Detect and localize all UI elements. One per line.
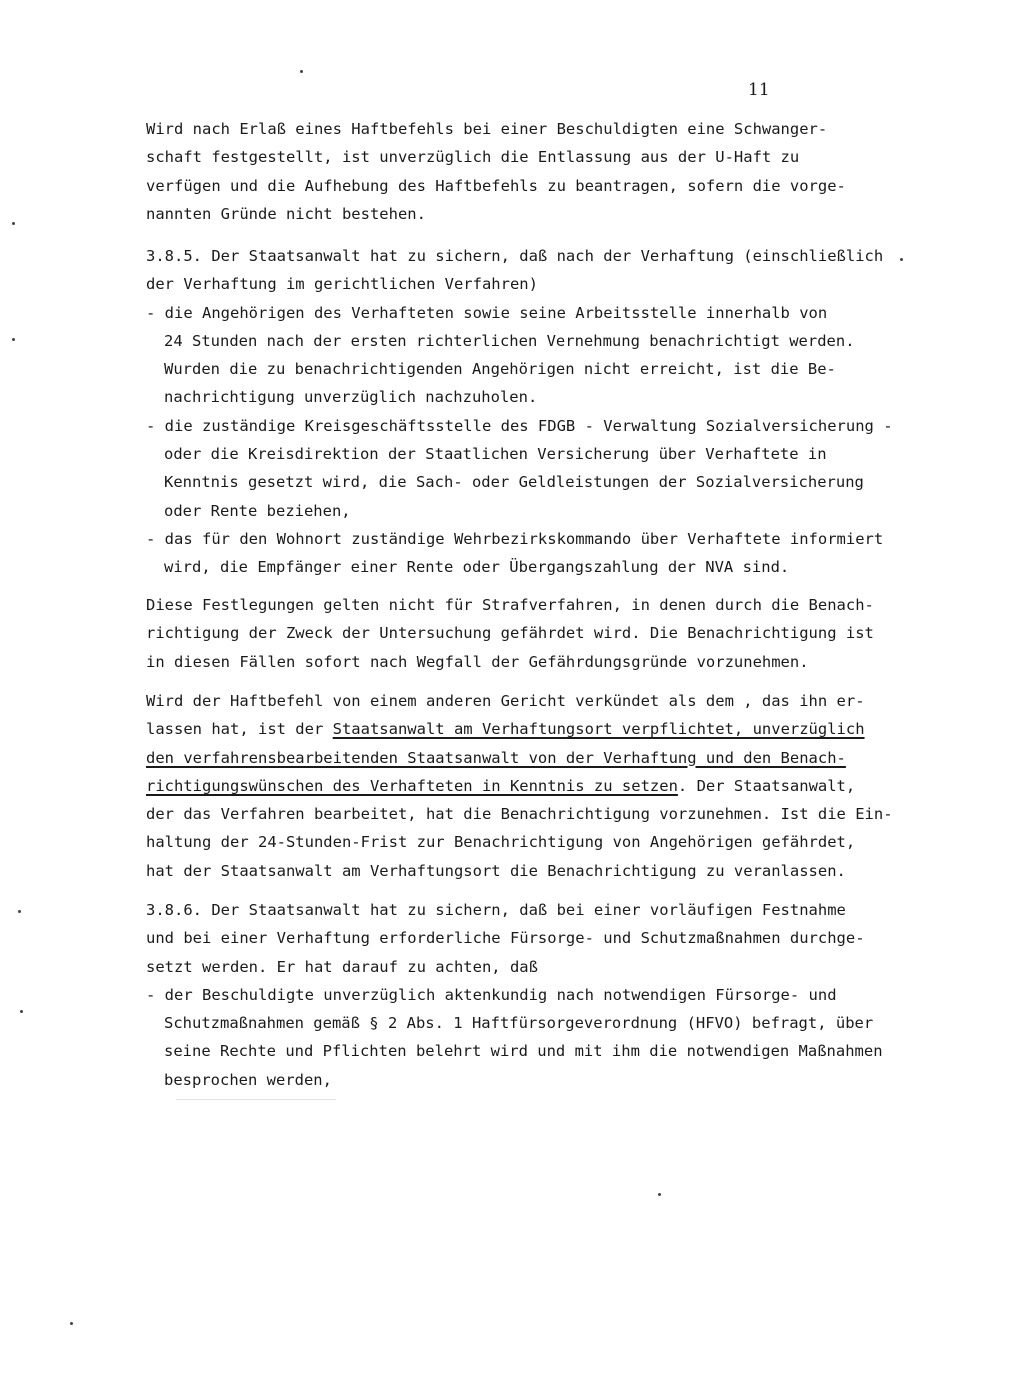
- bullet-continuation: nachrichtigung unverzüglich nachzuholen.: [164, 388, 538, 407]
- text-line: nannten Gründe nicht bestehen.: [146, 204, 426, 223]
- text-line: der Verhaftung im gerichtlichen Verfahren): [146, 275, 538, 294]
- text-line: Diese Festlegungen gelten nicht für Strafverfahren, in denen durch die Benach-: [146, 596, 874, 614]
- text-line: [146, 715, 916, 743]
- section-3-8-5: [146, 242, 916, 582]
- bullet-continuation: Schutzmaßnahmen gemäß § 2 Abs. 1 Haftfürsorgeverordnung (HFVO) befragt, über: [164, 1014, 874, 1033]
- text-line: Wird nach Erlaß eines Haftbefehls bei einer Beschuldigten eine Schwanger-: [146, 120, 828, 138]
- text-line: hat der Staatsanwalt am Verhaftungsort die Benachrichtigung zu veranlassen.: [146, 861, 846, 880]
- bullet-continuation: Kenntnis gesetzt wird, die Sach- oder Geldleistungen der Sozialversicherung: [164, 473, 864, 492]
- bullet-line: - die Angehörigen des Verhafteten sowie seine Arbeitsstelle innerhalb von: [146, 303, 828, 322]
- bullet-continuation: besprochen werden,: [164, 1070, 332, 1089]
- text-line: richtigung der Zweck der Untersuchung gefährdet wird. Die Benachrichtigung ist: [146, 624, 874, 643]
- bullet-line: - der Beschuldigte unverzüglich aktenkundig nach notwendigen Fürsorge- und: [146, 985, 837, 1004]
- text-line: setzt werden. Er hat darauf zu achten, daß: [146, 957, 538, 976]
- scan-speck: [900, 258, 903, 261]
- text-line: verfügen und die Aufhebung des Haftbefehls zu beantragen, sofern die vorge-: [146, 176, 846, 195]
- text-line: und bei einer Verhaftung erforderliche Fürsorge- und Schutzmaßnahmen durchge-: [146, 929, 865, 948]
- text-line: schaft festgestellt, ist unverzüglich die Entlassung aus der U-Haft zu: [146, 148, 800, 167]
- text-segment: . Der Staatsanwalt,: [677, 776, 856, 795]
- text-line: in diesen Fällen sofort nach Wegfall der Gefährdungsgründe vorzunehmen.: [146, 652, 809, 671]
- paragraph-exceptions: [146, 591, 916, 676]
- scan-speck: [20, 1010, 23, 1013]
- section-3-8-6: [146, 896, 916, 1094]
- paragraph-pregnancy: [146, 115, 916, 228]
- bullet-line: - die zuständige Kreisgeschäftsstelle des FDGB - Verwaltung Sozialversicherung -: [146, 416, 893, 435]
- bullet-continuation: 24 Stunden nach der ersten richterlichen Vernehmung benachrichtigt werden.: [164, 331, 855, 350]
- underlined-text: Staatsanwalt am Verhaftungsort verpflichtet, unverzüglich: [332, 720, 865, 739]
- scan-speck: [12, 222, 15, 225]
- text-line: Wird der Haftbefehl von einem anderen Gericht verkündet als dem , das ihn er-: [146, 692, 865, 710]
- scan-speck: [658, 1193, 661, 1196]
- bullet-continuation: oder Rente beziehen,: [164, 501, 351, 520]
- scan-speck: [300, 70, 303, 73]
- section-heading-line: 3.8.6. Der Staatsanwalt hat zu sichern, daß bei einer vorläufigen Festnahme: [146, 901, 846, 919]
- underlined-text: den verfahrensbearbeitenden Staatsanwalt von der Verhaftung und den Benach-: [146, 748, 846, 767]
- scan-speck: [12, 338, 15, 341]
- scan-speck: [70, 1322, 73, 1325]
- text-line: [146, 744, 916, 772]
- faint-scan-line: [176, 1099, 336, 1100]
- bullet-continuation: oder die Kreisdirektion der Staatlichen Versicherung über Verhaftete in: [164, 445, 827, 464]
- text-segment: lassen hat, ist der: [146, 720, 333, 739]
- bullet-continuation: wird, die Empfänger einer Rente oder Übergangszahlung der NVA sind.: [164, 558, 790, 577]
- section-heading-line: 3.8.5. Der Staatsanwalt hat zu sichern, daß nach der Verhaftung (einschließlich: [146, 247, 884, 265]
- page-number: 11: [748, 80, 770, 100]
- bullet-continuation: seine Rechte und Pflichten belehrt wird und mit ihm die notwendigen Maßnahmen: [164, 1042, 883, 1061]
- bullet-line: - das für den Wohnort zuständige Wehrbezirkskommando über Verhaftete informiert: [146, 529, 884, 548]
- text-line: haltung der 24-Stunden-Frist zur Benachrichtigung von Angehörigen gefährdet,: [146, 833, 856, 852]
- bullet-continuation: Wurden die zu benachrichtigenden Angehörigen nicht erreicht, ist die Be-: [164, 360, 836, 379]
- scan-speck: [18, 910, 21, 913]
- text-line: [146, 772, 916, 800]
- underlined-text: richtigungswünschen des Verhafteten in Kenntnis zu setzen: [146, 776, 678, 795]
- text-line: der das Verfahren bearbeitet, hat die Benachrichtigung vorzunehmen. Ist die Ein-: [146, 805, 893, 824]
- paragraph-other-court: [146, 687, 916, 885]
